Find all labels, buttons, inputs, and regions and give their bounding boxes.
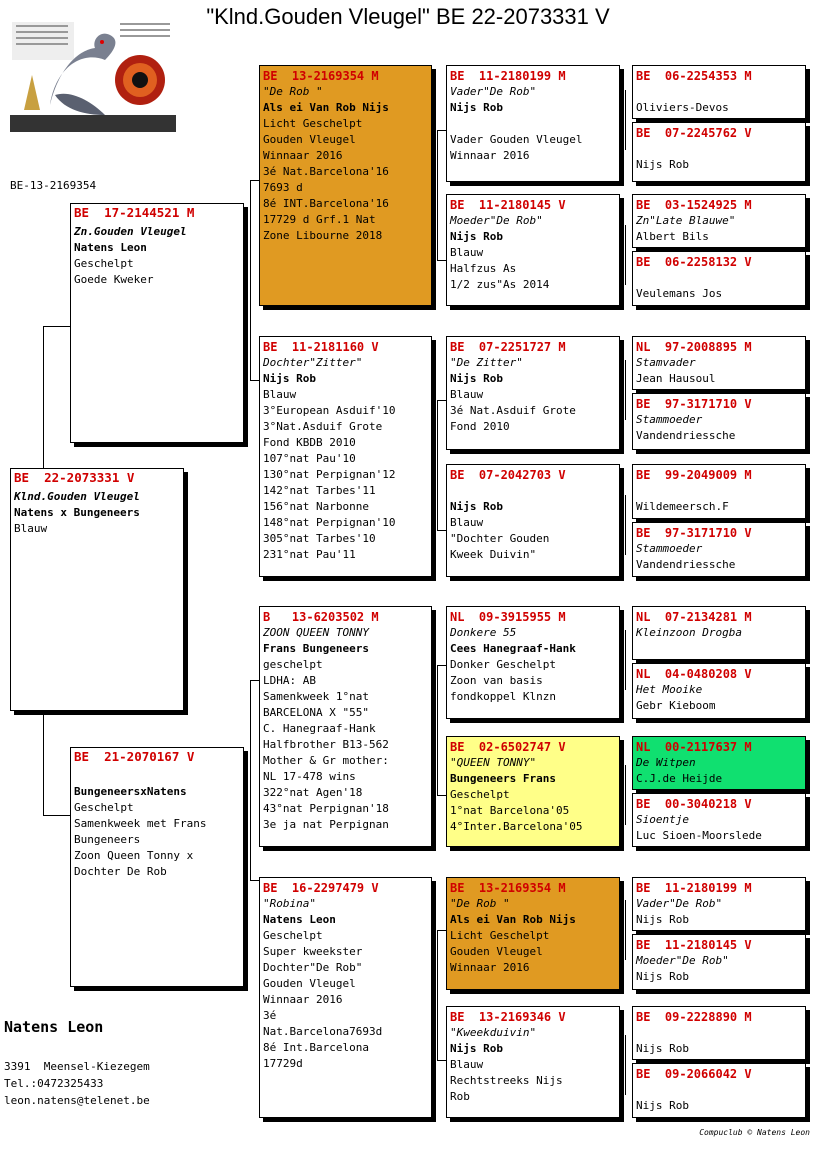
ring-number: BE 16-2297479 V: [263, 881, 379, 895]
pigeon-name: Klnd.Gouden Vleugel: [14, 490, 140, 503]
pigeon-info-line: Als ei Van Rob Nijs: [450, 913, 576, 926]
pigeon-info-line: Winnaar 2016: [450, 149, 530, 162]
pigeon-info-line: Mother & Gr mother:: [263, 754, 389, 767]
pigeon-name: Stamvader: [636, 356, 696, 369]
pigeon-info-line: Blauw: [450, 1058, 484, 1071]
pigeon-name: Vader"De Rob": [450, 85, 537, 98]
pigeon-info-line: geschelpt: [263, 658, 323, 671]
pigeon-name: Zn.Gouden Vleugel: [74, 225, 187, 238]
pigeon-card-sire: [70, 203, 244, 443]
pigeon-name: Vader"De Rob": [636, 897, 723, 910]
pigeon-info-line: 1/2 zus"As 2014: [450, 278, 550, 291]
pigeon-info-line: Nijs Rob: [450, 500, 503, 513]
pigeon-info-line: 3°European Asduif'10: [263, 404, 396, 417]
pigeon-card-granddam-maternal: [259, 877, 432, 1118]
spacer: [636, 1082, 802, 1098]
pigeon-info-line: Zoon van basis: [450, 674, 543, 687]
pigeon-card-ggg4: [632, 251, 806, 306]
pigeon-info-line: LDHA: AB: [263, 674, 316, 687]
pigeon-info-line: 107°nat Pau'10: [263, 452, 356, 465]
pigeon-info-line: Nijs Rob: [450, 101, 503, 114]
pigeon-info-line: Wildemeersch.F: [636, 500, 729, 513]
ring-number: BE 97-3171710 V: [636, 526, 752, 540]
breeder-address: 3391 Meensel-Kiezegem: [4, 1060, 150, 1073]
pigeon-card-gg5: [446, 606, 620, 719]
pigeon-card-gg6: [446, 736, 620, 847]
pigeon-info-line: Luc Sioen-Moorslede: [636, 829, 762, 842]
pigeon-info-line: "Dochter Gouden: [450, 532, 550, 545]
pigeon-info-line: Frans Bungeneers: [263, 642, 369, 655]
pigeon-info-line: Winnaar 2016: [263, 149, 343, 162]
pigeon-info-line: 148°nat Perpignan'10: [263, 516, 396, 529]
pigeon-info-line: Donker Geschelpt: [450, 658, 556, 671]
pigeon-card-ggg8: [632, 522, 806, 577]
breeder-contact: [4, 1058, 150, 1109]
pigeon-info-line: 7693 d: [263, 181, 303, 194]
ring-number: BE 07-2245762 V: [636, 126, 752, 140]
pigeon-card-gg1: [446, 65, 620, 182]
pigeon-info-line: Als ei Van Rob Nijs: [263, 101, 389, 114]
pigeon-card-ggg7: [632, 464, 806, 519]
pigeon-name: Stammoeder: [636, 413, 703, 426]
pigeon-info-line: 1°nat Barcelona'05: [450, 804, 570, 817]
pigeon-name: Dochter"Zitter": [263, 356, 363, 369]
pigeon-info-line: Gouden Vleugel: [263, 133, 356, 146]
pigeon-info-line: 3°Nat.Asduif Grote: [263, 420, 383, 433]
pigeon-card-ggg14: [632, 934, 806, 990]
pigeon-card-grandsire-maternal: [259, 606, 432, 847]
pigeon-info-line: Oliviers-Devos: [636, 101, 729, 114]
ring-number: BE 03-1524925 M: [636, 198, 752, 212]
pigeon-info-line: Fond 2010: [450, 420, 510, 433]
ring-number: NL 97-2008895 M: [636, 340, 752, 354]
pigeon-info-line: Winnaar 2016: [263, 993, 343, 1006]
pigeon-info-line: 17729 d Grf.1 Nat: [263, 213, 376, 226]
pigeon-card-gg4: [446, 464, 620, 577]
pigeon-info-line: Nijs Rob: [450, 1042, 503, 1055]
pigeon-info-line: Gouden Vleugel: [263, 977, 356, 990]
pigeon-info-line: Geschelpt: [263, 929, 323, 942]
pigeon-card-ggg15: [632, 1006, 806, 1060]
pigeon-info-line: Cees Hanegraaf-Hank: [450, 642, 576, 655]
pigeon-info-line: Licht Geschelpt: [450, 929, 550, 942]
ring-number: BE 11-2180145 V: [636, 938, 752, 952]
pigeon-info-line: Blauw: [450, 246, 484, 259]
pigeon-info-line: Fond KBDB 2010: [263, 436, 356, 449]
pigeon-card-subject: [10, 468, 184, 711]
ring-number: BE 06-2258132 V: [636, 255, 752, 269]
pigeon-card-ggg6: [632, 393, 806, 450]
spacer: [636, 1025, 802, 1041]
pigeon-info-line: Zone Libourne 2018: [263, 229, 383, 242]
breeder-email[interactable]: leon.natens@telenet.be: [4, 1094, 150, 1107]
pigeon-card-gg3: [446, 336, 620, 450]
pigeon-info-line: Nijs Rob: [450, 372, 503, 385]
pigeon-info-line: Bungeneers Frans: [450, 772, 556, 785]
pigeon-info-line: Nijs Rob: [636, 1042, 689, 1055]
pigeon-card-ggg13: [632, 877, 806, 931]
pigeon-info-line: Geschelpt: [450, 788, 510, 801]
pigeon-info-line: C.J.de Heijde: [636, 772, 723, 785]
pigeon-info-line: Dochter De Rob: [74, 865, 167, 878]
pigeon-info-line: Natens x Bungeneers: [14, 506, 140, 519]
ring-number: BE 11-2180199 M: [450, 69, 566, 83]
ring-number: BE 17-2144521 M: [74, 205, 195, 220]
pigeon-info-line: 3e ja nat Perpignan: [263, 818, 389, 831]
pigeon-info-line: 322°nat Agen'18: [263, 786, 363, 799]
pigeon-card-ggg1: [632, 65, 806, 119]
pigeon-info-line: Gouden Vleugel: [450, 945, 543, 958]
ring-number: BE 09-2228890 M: [636, 1010, 752, 1024]
pigeon-info-line: 3é: [263, 1009, 277, 1022]
ring-number: BE 11-2181160 V: [263, 340, 379, 354]
spacer: [636, 141, 802, 157]
pigeon-info-line: fondkoppel Klnzn: [450, 690, 556, 703]
pigeon-info-line: Blauw: [263, 388, 297, 401]
pigeon-info-line: Gebr Kieboom: [636, 699, 716, 712]
ring-number: B 13-6203502 M: [263, 610, 379, 624]
ring-number: BE 22-2073331 V: [14, 470, 135, 485]
pigeon-info-line: Nijs Rob: [636, 1099, 689, 1112]
pigeon-card-gg8: [446, 1006, 620, 1118]
pigeon-info-line: BARCELONA X "55": [263, 706, 369, 719]
pigeon-info-line: 156°nat Narbonne: [263, 500, 369, 513]
spacer: [74, 768, 240, 784]
ring-number: NL 07-2134281 M: [636, 610, 752, 624]
pigeon-info-line: Albert Bils: [636, 230, 709, 243]
pigeon-name: Zn"Late Blauwe": [636, 214, 736, 227]
pigeon-info-line: 142°nat Tarbes'11: [263, 484, 376, 497]
pigeon-info-line: Samenkweek 1°nat: [263, 690, 369, 703]
pigeon-logo-image: [10, 20, 176, 132]
pigeon-info-line: 4°Inter.Barcelona'05: [450, 820, 583, 833]
pigeon-info-line: 130°nat Perpignan'12: [263, 468, 396, 481]
breeder-name: Natens Leon: [4, 1018, 104, 1036]
pigeon-name: Het Mooike: [636, 683, 703, 696]
pigeon-info-line: BungeneersxNatens: [74, 785, 187, 798]
ring-number: BE 11-2180145 V: [450, 198, 566, 212]
pigeon-info-line: Geschelpt: [74, 801, 134, 814]
pigeon-info-line: Nijs Rob: [636, 913, 689, 926]
pigeon-card-ggg11: [632, 736, 806, 790]
pigeon-info-line: Halfbrother B13-562: [263, 738, 389, 751]
pigeon-info-line: Kweek Duivin": [450, 548, 537, 561]
ring-number: BE 07-2251727 M: [450, 340, 566, 354]
pigeon-info-line: Nijs Rob: [263, 372, 316, 385]
ring-number: BE 97-3171710 V: [636, 397, 752, 411]
pigeon-info-line: Licht Geschelpt: [263, 117, 363, 130]
pigeon-name: "De Zitter": [450, 356, 523, 369]
pigeon-info-line: Blauw: [450, 388, 484, 401]
reference-ring-number: BE-13-2169354: [10, 179, 97, 192]
pigeon-card-ggg3: [632, 194, 806, 248]
pigeon-info-line: Bungeneers: [74, 833, 141, 846]
ring-number: NL 09-3915955 M: [450, 610, 566, 624]
spacer: [450, 483, 616, 499]
pigeon-card-gg2: [446, 194, 620, 306]
pigeon-info-line: Nijs Rob: [636, 158, 689, 171]
pigeon-info-line: 305°nat Tarbes'10: [263, 532, 376, 545]
pigeon-name: "Robina": [263, 897, 316, 910]
pigeon-card-ggg9: [632, 606, 806, 660]
pigeon-name: Stammoeder: [636, 542, 703, 555]
pigeon-info-line: Rob: [450, 1090, 470, 1103]
breeder-phone: Tel.:0472325433: [4, 1077, 104, 1090]
pigeon-info-line: Dochter"De Rob": [263, 961, 363, 974]
pigeon-info-line: Nat.Barcelona7693d: [263, 1025, 383, 1038]
pigeon-card-gg7: [446, 877, 620, 990]
pigeon-card-ggg12: [632, 793, 806, 847]
ring-number: BE 09-2066042 V: [636, 1067, 752, 1081]
pigeon-info-line: Samenkweek met Frans: [74, 817, 207, 830]
pigeon-card-granddam-paternal: [259, 336, 432, 577]
pigeon-info-line: Zoon Queen Tonny x: [74, 849, 194, 862]
pigeon-info-line: Nijs Rob: [636, 970, 689, 983]
pigeon-info-line: 43°nat Perpignan'18: [263, 802, 389, 815]
pigeon-name: De Witpen: [636, 756, 696, 769]
pigeon-name: "QUEEN TONNY": [450, 756, 537, 769]
footer-credit: Compuclub © Natens Leon: [699, 1128, 810, 1137]
ring-number: BE 00-3040218 V: [636, 797, 752, 811]
pigeon-info-line: C. Hanegraaf-Hank: [263, 722, 376, 735]
ring-number: NL 04-0480208 V: [636, 667, 752, 681]
pigeon-info-line: 3é Nat.Barcelona'16: [263, 165, 389, 178]
spacer: [636, 483, 802, 499]
ring-number: NL 00-2117637 M: [636, 740, 752, 754]
pigeon-info-line: Super kweekster: [263, 945, 363, 958]
pigeon-name: Donkere 55: [450, 626, 517, 639]
pigeon-card-ggg5: [632, 336, 806, 390]
spacer: [636, 270, 802, 286]
ring-number: BE 13-2169354 M: [263, 69, 379, 83]
pigeon-card-ggg10: [632, 663, 806, 719]
pigeon-card-ggg2: [632, 122, 806, 182]
pigeon-info-line: 8é INT.Barcelona'16: [263, 197, 389, 210]
pigeon-card-grandsire-paternal: [259, 65, 432, 306]
spacer: [636, 84, 802, 100]
pigeon-name: Sioentje: [636, 813, 689, 826]
pigeon-info-line: Jean Hausoul: [636, 372, 716, 385]
pigeon-name: "Kweekduivin": [450, 1026, 537, 1039]
pigeon-info-line: Vandendriessche: [636, 429, 736, 442]
pigeon-info-line: 17729d: [263, 1057, 303, 1070]
pigeon-info-line: 8é Int.Barcelona: [263, 1041, 369, 1054]
ring-number: BE 07-2042703 V: [450, 468, 566, 482]
spacer: [450, 116, 616, 132]
pigeon-card-ggg16: [632, 1063, 806, 1118]
ring-number: BE 13-2169354 M: [450, 881, 566, 895]
pigeon-name: ZOON QUEEN TONNY: [263, 626, 369, 639]
pigeon-info-line: Geschelpt: [74, 257, 134, 270]
ring-number: BE 11-2180199 M: [636, 881, 752, 895]
pigeon-info-line: NL 17-478 wins: [263, 770, 356, 783]
ring-number: BE 99-2049009 M: [636, 468, 752, 482]
pigeon-info-line: Goede Kweker: [74, 273, 154, 286]
ring-number: BE 21-2070167 V: [74, 749, 195, 764]
pigeon-info-line: 3é Nat.Asduif Grote: [450, 404, 576, 417]
pigeon-name: Moeder"De Rob": [450, 214, 543, 227]
pigeon-info-line: Nijs Rob: [450, 230, 503, 243]
pigeon-info-line: Winnaar 2016: [450, 961, 530, 974]
pigeon-name: "De Rob ": [263, 85, 323, 98]
pigeon-info-line: Veulemans Jos: [636, 287, 723, 300]
pigeon-name: "De Rob ": [450, 897, 510, 910]
pigeon-info-line: Natens Leon: [74, 241, 147, 254]
pigeon-info-line: Natens Leon: [263, 913, 336, 926]
pigeon-info-line: Halfzus As: [450, 262, 517, 275]
pigeon-info-line: Blauw: [14, 522, 48, 535]
page-title: "Klnd.Gouden Vleugel" BE 22-2073331 V: [206, 4, 610, 29]
pigeon-info-line: Blauw: [450, 516, 484, 529]
pigeon-name: Moeder"De Rob": [636, 954, 729, 967]
pigeon-name: Kleinzoon Drogba: [636, 626, 742, 639]
pigeon-info-line: Rechtstreeks Nijs: [450, 1074, 563, 1087]
pigeon-card-dam: [70, 747, 244, 987]
ring-number: BE 06-2254353 M: [636, 69, 752, 83]
pigeon-info-line: Vader Gouden Vleugel: [450, 133, 583, 146]
pigeon-info-line: Vandendriessche: [636, 558, 736, 571]
ring-number: BE 02-6502747 V: [450, 740, 566, 754]
pigeon-info-line: 231°nat Pau'11: [263, 548, 356, 561]
ring-number: BE 13-2169346 V: [450, 1010, 566, 1024]
